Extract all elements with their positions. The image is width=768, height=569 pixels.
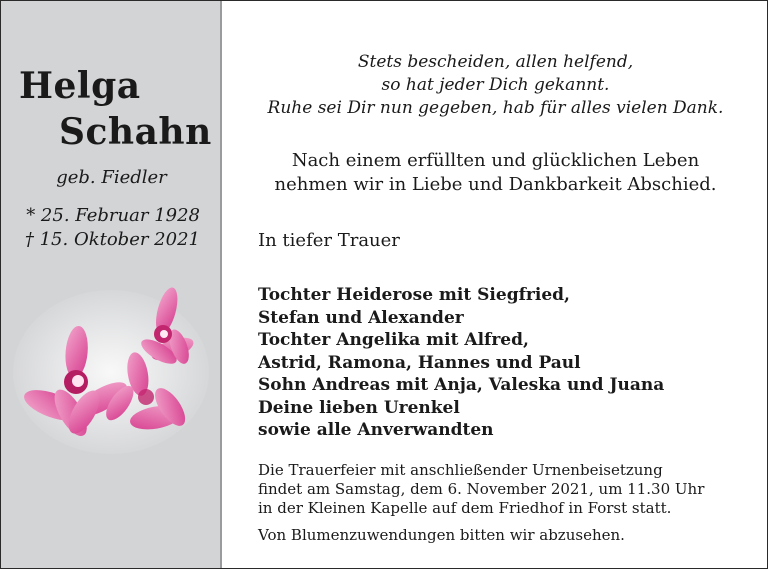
poem-line: Stets bescheiden, allen helfend, xyxy=(357,52,634,72)
service-line: in der Kleinen Kapelle auf dem Friedhof in Forst statt. xyxy=(258,499,672,517)
funeral-service-info xyxy=(258,461,704,518)
family-list xyxy=(258,284,664,442)
sidebar-panel xyxy=(1,1,222,568)
farewell-text xyxy=(224,149,767,197)
farewell-line: nehmen wir in Liebe und Dankbarkeit Abschied. xyxy=(274,174,717,195)
flowers-note: Von Blumenzuwendungen bitten wir abzusehen. xyxy=(258,526,625,544)
family-line: Tochter Heiderose mit Siegfried, xyxy=(258,285,570,305)
service-line: Die Trauerfeier mit anschließender Urnenbeisetzung xyxy=(258,461,663,479)
poem xyxy=(224,51,767,120)
poem-line: Ruhe sei Dir nun gegeben, hab für alles vielen Dank. xyxy=(267,98,724,118)
family-line: Tochter Angelika mit Alfred, xyxy=(258,330,529,350)
maiden-name: geb. Fiedler xyxy=(56,167,167,188)
farewell-line: Nach einem erfüllten und glücklichen Leben xyxy=(291,150,700,171)
pink-orchid-icon xyxy=(11,287,211,457)
family-line: sowie alle Anverwandten xyxy=(258,420,494,440)
family-line: Sohn Andreas mit Anja, Valeska und Juana xyxy=(258,375,665,395)
mourning-line: In tiefer Trauer xyxy=(258,230,400,251)
family-line: Deine lieben Urenkel xyxy=(258,397,460,418)
main-panel xyxy=(224,1,767,568)
death-date: † 15. Oktober 2021 xyxy=(24,229,200,250)
family-line: Astrid, Ramona, Hannes und Paul xyxy=(258,352,581,373)
poem-line: so hat jeder Dich gekannt. xyxy=(381,75,610,95)
family-line: Stefan und Alexander xyxy=(258,307,464,328)
last-name: Schahn xyxy=(59,111,212,153)
service-line: findet am Samstag, dem 6. November 2021, um 11.30 Uhr xyxy=(258,480,705,498)
birth-date: * 25. Februar 1928 xyxy=(26,205,200,226)
first-name: Helga xyxy=(19,65,141,107)
